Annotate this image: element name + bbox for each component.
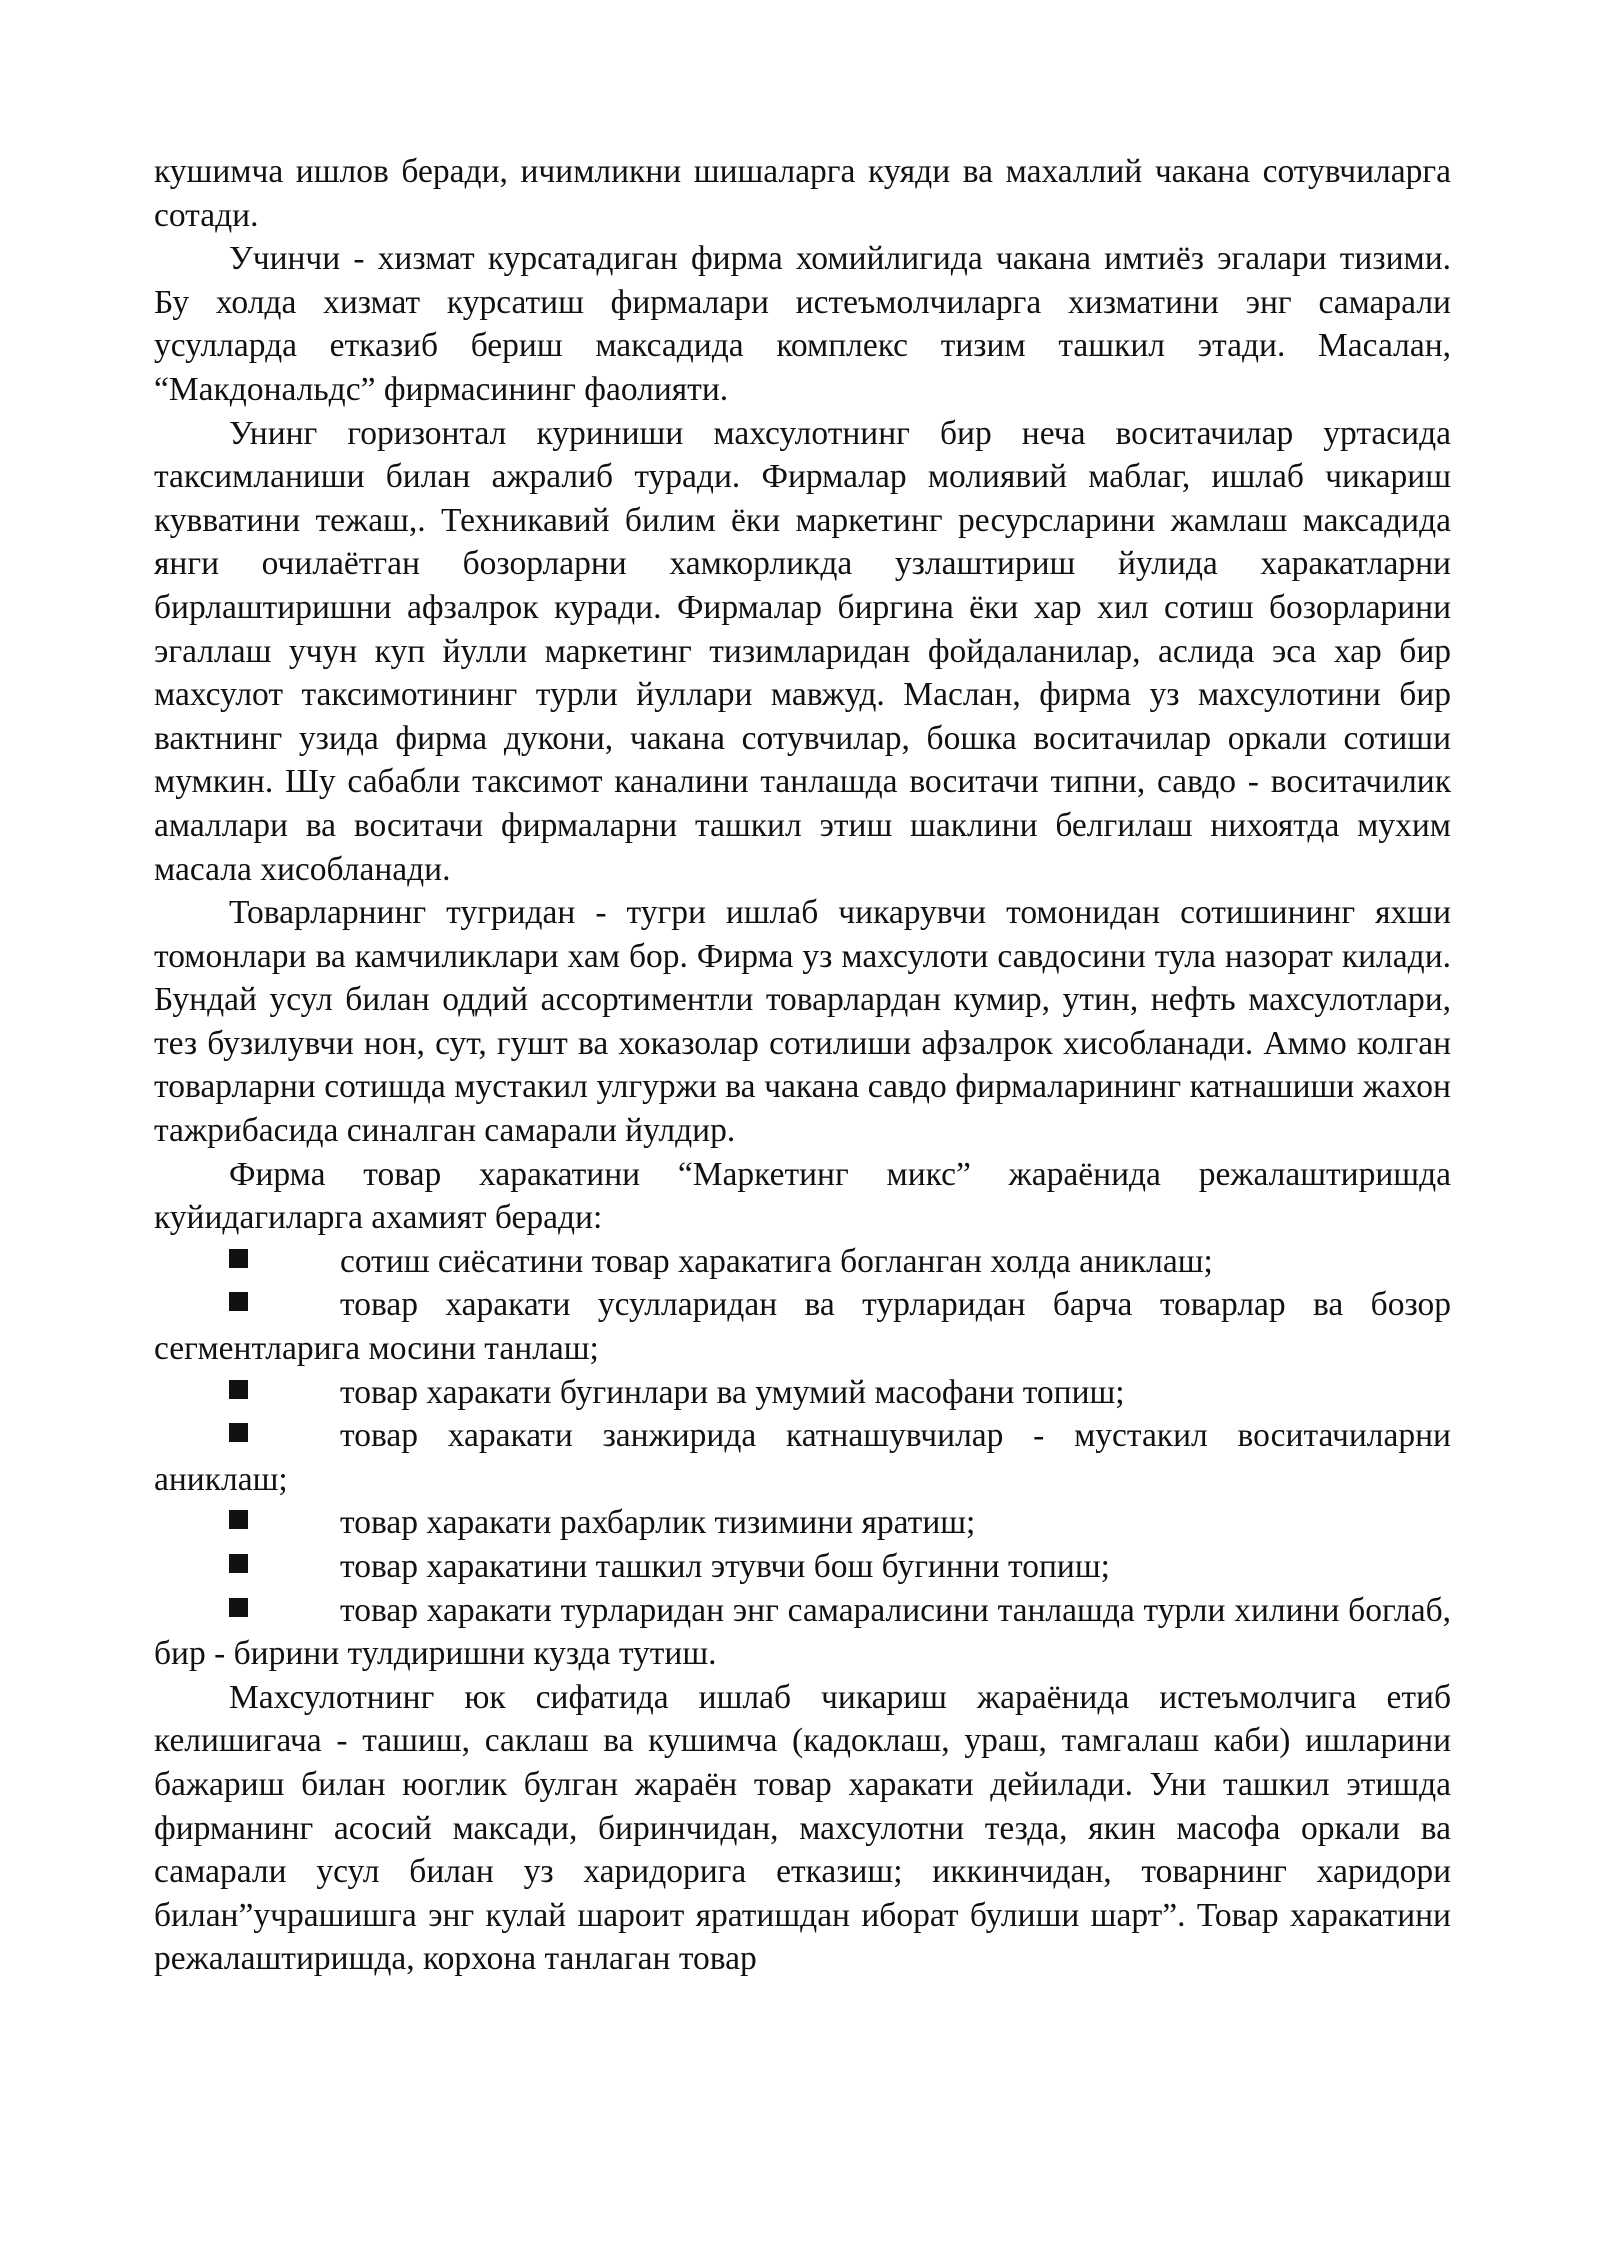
square-bullet-icon [229,1554,248,1573]
paragraph-third-system: Учинчи - хизмат курсатадиган фирма хомийлигида чакана имтиёз эгалари тизими. Бу холда хизмат курсатиш фирмалари истеъмолчиларга хизматини энг самарали усулларда етказиб бериш максадида комплекс тизим ташкил этади. Масалан, “Макдональдс” фирмасининг фаолияти. [154,240,1451,408]
list-item [154,1414,1451,1501]
square-bullet-icon [229,1249,248,1268]
paragraph-direct-sales: Товарларнинг тугридан - тугри ишлаб чикарувчи томонидан сотишининг яхши томонлари ва камчиликлари хам бор. Фирма уз махсулоти савдосини тула назорат килади. Бундай усул билан оддий ассортиментли товарлардан кумир, утин, нефть махсулотлари, тез бузилувчи нон, сут, гушт ва хоказолар сотилиши афзалрок хисобланади. Аммо колган товарларни сотишда мустакил улгуржи ва чакана савдо фирмаларининг катнашиши жахон тажрибасида синалган самарали йулдир. [154,894,1451,1150]
bullet-list [154,1240,1451,1676]
square-bullet-icon [229,1380,248,1399]
list-item-text: товар харакати усулларидан ва турларидан барча товарлар ва бозор сегментларига мосини танлаш; [154,1286,1451,1368]
list-item-text: товар харакати рахбарлик тизимини яратиш; [340,1504,976,1542]
list-item [154,1371,1451,1415]
list-item-text: сотиш сиёсатини товар харакатига богланган холда аниклаш; [340,1242,1213,1280]
square-bullet-icon [229,1510,248,1529]
list-item-text: товар харакатини ташкил этувчи бош бугинни топиш; [340,1548,1110,1585]
list-item-text: товар харакати занжирида катнашувчилар - мустакил воситачиларни аниклаш; [154,1417,1451,1498]
paragraph-goods-movement: Махсулотнинг юк сифатида ишлаб чикариш жараёнида истеъмолчига етиб келишигача - ташиш, саклаш ва кушимча (кадоклаш, ураш, тамгалаш каби) ишларини бажариш билан юоглик булган жараён товар харакати дейилади. Уни ташкил этишда фирманинг асосий максади, биринчидан, махсулотни тезда, якин масофа оркали ва самарали усул билан уз харидорига етказиш; иккинчидан, товарнинг харидори билан”учрашишга энг кулай шароит яратишдан иборат булиши шарт”. Товар харакатини режалаштиришда, корхона танлаган товар [154,1678,1451,1978]
list-item-text: товар харакати бугинлари ва умумий масофани топиш; [340,1373,1125,1411]
paragraph-continuation: кушимча ишлов беради, ичимликни шишаларга куяди ва махаллий чакана сотувчиларга сотади. [154,153,1451,234]
paragraph-horizontal-view: Унинг горизонтал куриниши махсулотнинг бир неча воситачилар уртасида таксимланиши билан ажралиб туради. Фирмалар молиявий маблаг, ишлаб чикариш кувватини тежаш,. Техникавий билим ёки маркетинг ресурсларини жамлаш максадида янги очилаётган бозорларни хамкорликда узлаштириш йулида харакатларни бирлаштиришни афзалрок куради. Фирмалар биргина ёки хар хил сотиш бозорларини эгаллаш учун куп йулли маркетинг тизимларидан фойдаланилар, аслида эса хар бир махсулот таксимотининг турли йуллари мавжуд. Маслан, фирма уз махсулотини бир вактнинг узида фирма дукони, чакана сотувчилар, бошка воситачилар оркали сотиши мумкин. Шу сабабли таксимот каналини танлашда воситачи типни, савдо - воситачилик амаллари ва воситачи фирмаларни ташкил этиш шаклини белгилаш нихоятда мухим масала хисобланади. [154,414,1451,888]
paragraph-marketing-mix: Фирма товар харакатини “Маркетинг микс” жараёнида режалаштиришда куйидагиларга ахамият беради: [154,1155,1451,1237]
list-item [154,1283,1451,1370]
list-item [154,1589,1451,1676]
square-bullet-icon [229,1423,248,1442]
list-item [154,1501,1451,1545]
list-item-text: товар харакати турларидан энг самаралисини танлашда турли хилини боглаб, бир - бирини тулдиришни кузда тутиш. [154,1591,1451,1673]
document-page [154,150,1451,1981]
square-bullet-icon [229,1292,248,1311]
square-bullet-icon [229,1598,248,1617]
list-item [154,1240,1451,1284]
list-item [154,1545,1451,1589]
